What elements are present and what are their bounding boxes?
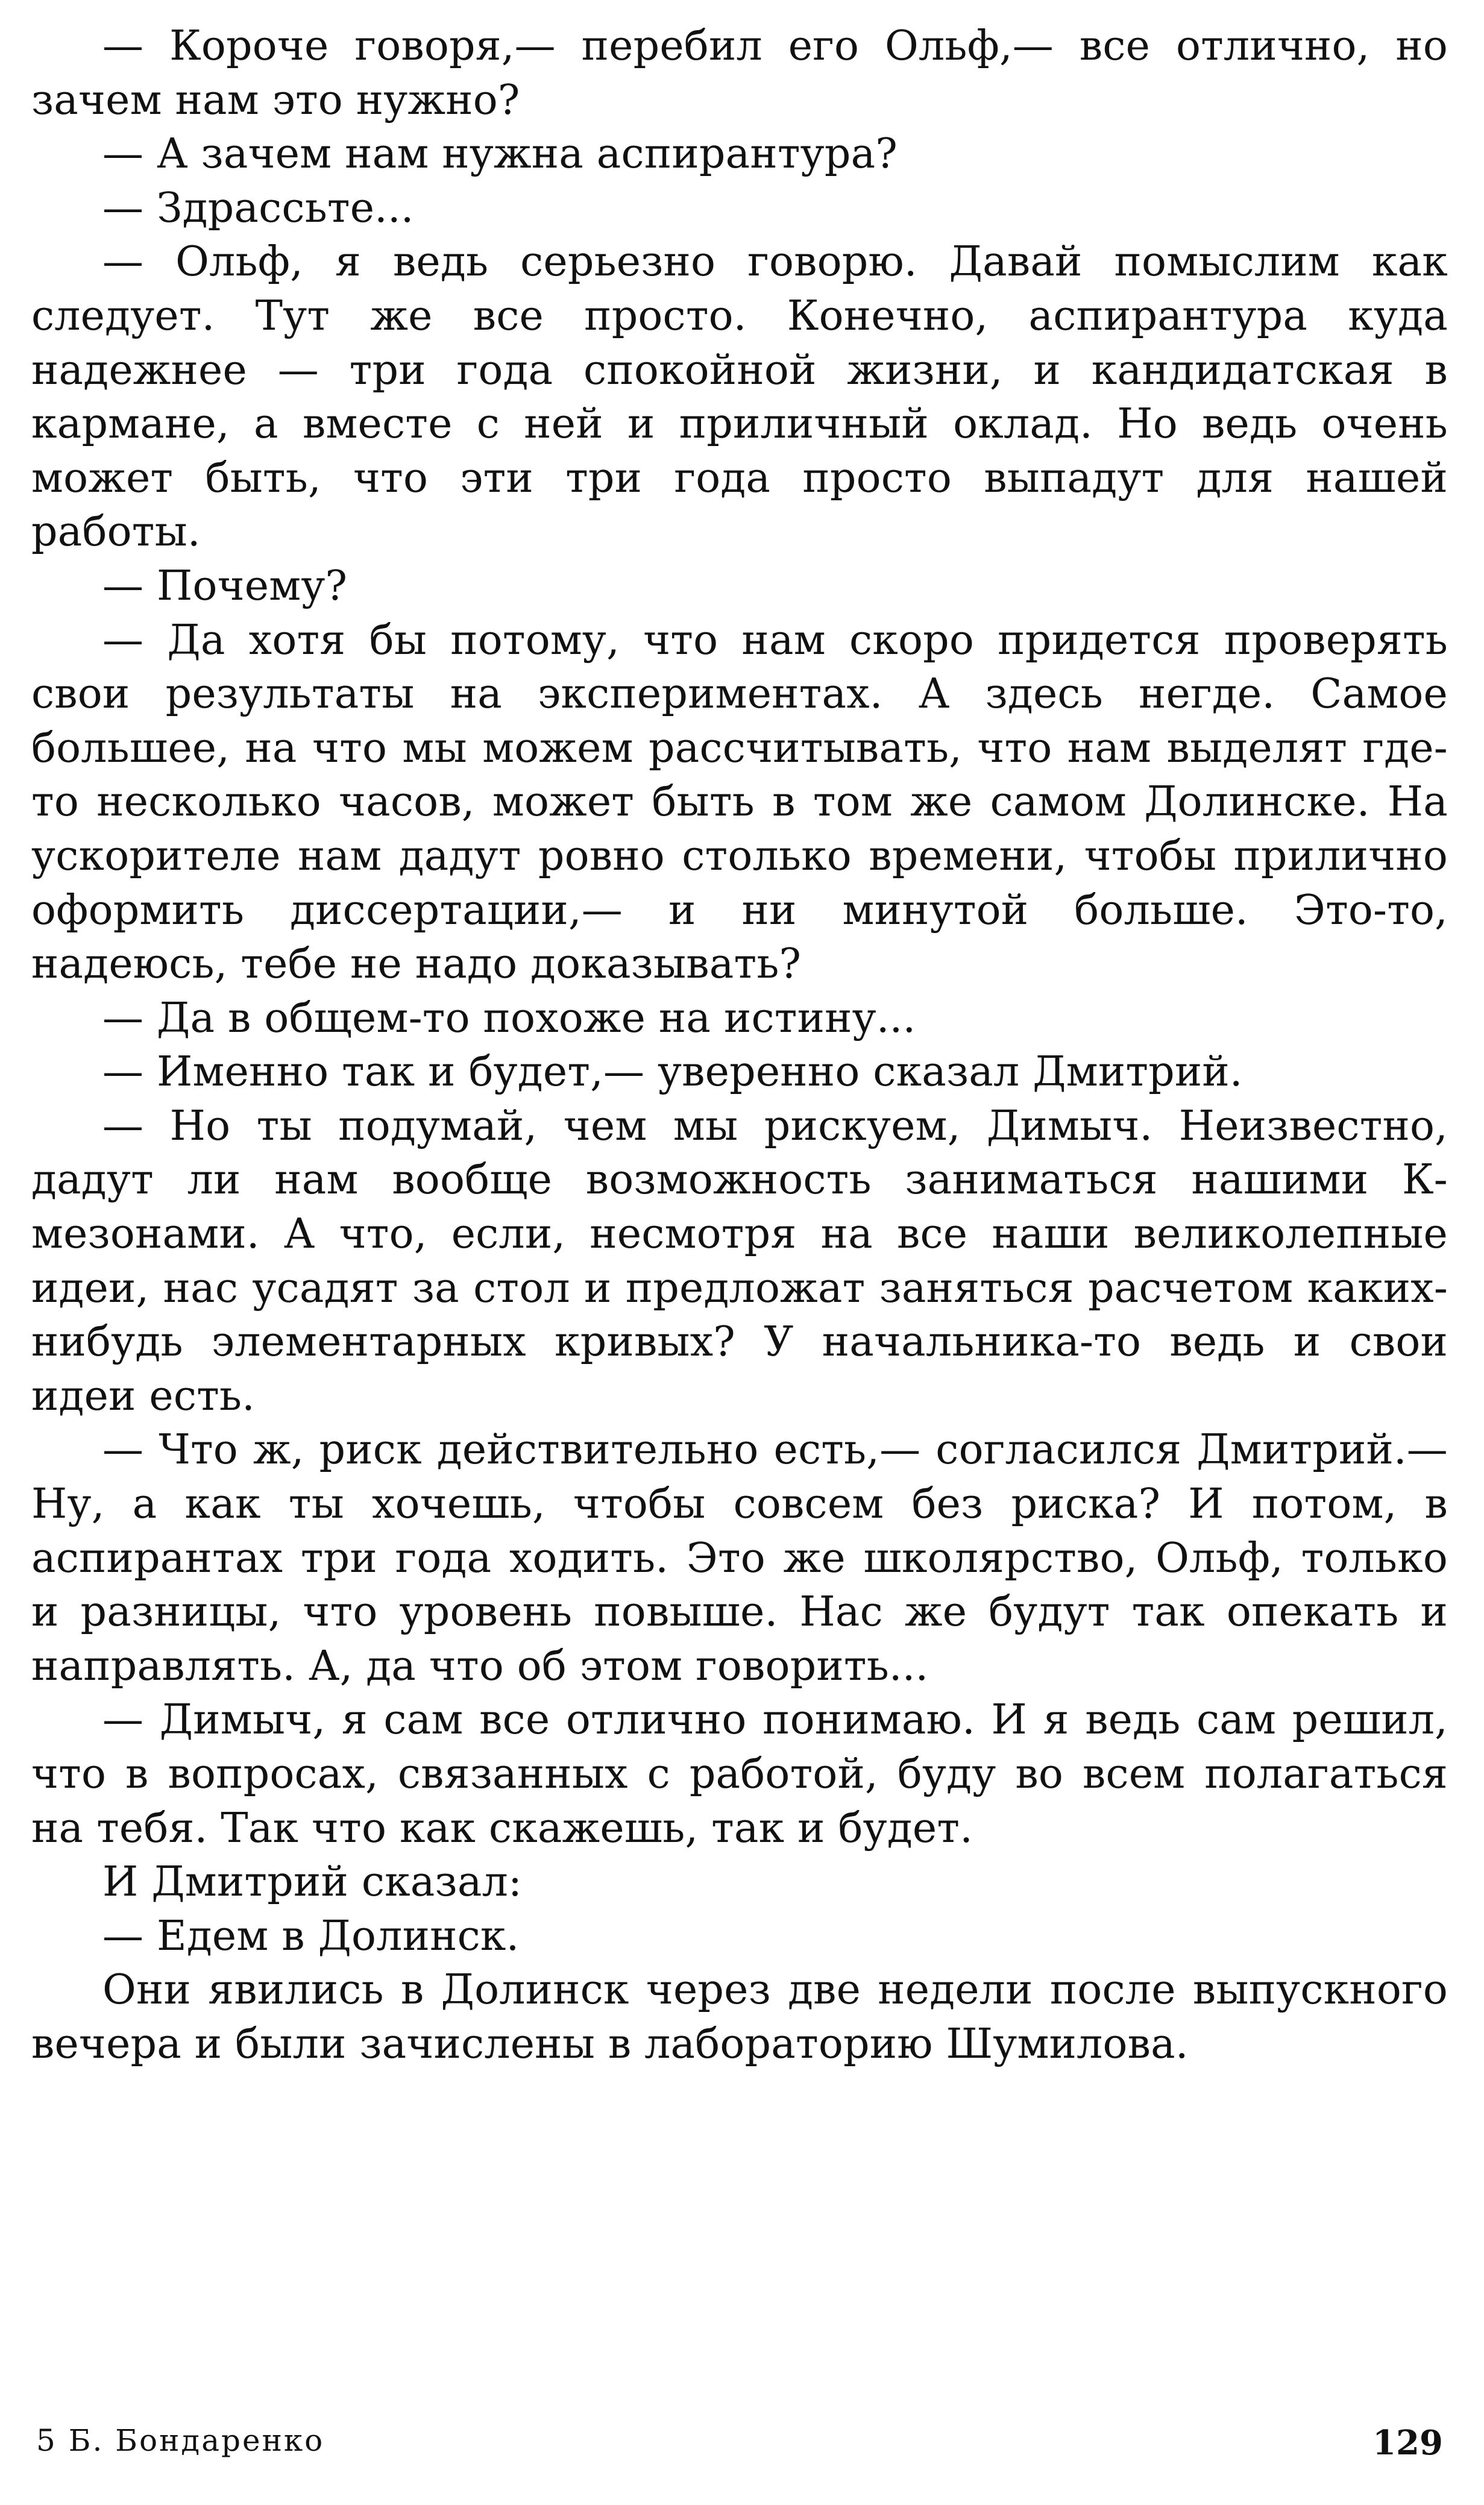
paragraph: — Да в общем-то похоже на истину...	[102, 994, 916, 1042]
book-page	[31, 19, 1448, 2478]
body-text	[31, 19, 1448, 2072]
paragraph: — Короче говоря,— перебил его Ольф,— все отлично, но зачем нам это нужно?	[31, 22, 1448, 124]
paragraph: — Да хотя бы потому, что нам скоро придется проверять свои результаты на экспериментах. А здесь негде. Самое большее, на что мы можем рассчитывать, что нам выделят где-то несколько часов, может быть в том же самом Долинске. На ускорителе нам дадут ровно столько времени, чтобы прилично оформить диссертации,— и ни минутой больше. Это-то, надеюсь, тебе не надо доказывать?	[31, 616, 1448, 988]
paragraph: — Димыч, я сам все отлично понимаю. И я ведь сам решил, что в вопросах, связанных с работой, буду во всем полагаться на тебя. Так что как скажешь, так и будет.	[31, 1696, 1448, 1852]
paragraph: — Именно так и будет,— уверенно сказал Дмитрий.	[102, 1048, 1243, 1096]
paragraph: — Ольф, я ведь серьезно говорю. Давай помыслим как следует. Тут же все просто. Конечно, аспирантура куда надежнее — три года спокойной жизни, и кандидатская в кармане, а вместе с ней и приличный оклад. Но ведь очень может быть, что эти три года просто выпадут для нашей работы.	[31, 238, 1448, 556]
paragraph: — Едем в Долинск.	[102, 1912, 520, 1960]
paragraph: — Почему?	[102, 562, 348, 610]
paragraph: Они явились в Долинск через две недели после выпускного вечера и были зачислены в лабораторию Шумилова.	[31, 1966, 1448, 2068]
paragraph: — А зачем нам нужна аспирантура?	[102, 130, 898, 178]
page-footer	[31, 2423, 1448, 2471]
paragraph: — Что ж, риск действительно есть,— согласился Дмитрий.— Ну, а как ты хочешь, чтобы совсем без риска? И потом, в аспирантах три года ходить. Это же школярство, Ольф, только и разницы, что уровень повыше. Нас же будут так опекать и направлять. А, да что об этом говорить...	[31, 1426, 1448, 1690]
paragraph: — Но ты подумай, чем мы рискуем, Димыч. Неизвестно, дадут ли нам вообще возможность заниматься нашими К-мезонами. А что, если, несмотря на все наши великолепные идеи, нас усадят за стол и предложат заняться расчетом каких-нибудь элементарных кривых? У начальника-то ведь и свои идеи есть.	[31, 1102, 1448, 1420]
paragraph: — Здрассьте...	[102, 184, 414, 232]
printer-signature: 5 Б. Бондаренко	[36, 2423, 325, 2458]
paragraph: И Дмитрий сказал:	[102, 1858, 523, 1906]
page-number: 129	[1372, 2423, 1443, 2463]
